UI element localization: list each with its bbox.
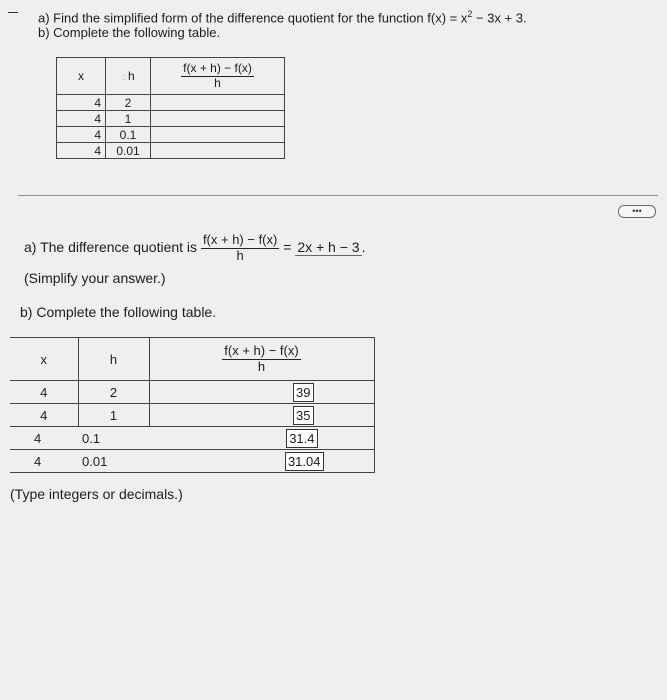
exponent: 2 <box>467 9 473 19</box>
table-row <box>10 404 374 427</box>
expand-more-button[interactable]: ••• <box>618 205 656 218</box>
answer-part-a <box>24 233 365 264</box>
cell-x: 4 <box>57 143 106 159</box>
cell-f <box>151 95 285 111</box>
difference-quotient-fraction <box>181 62 254 91</box>
table-row <box>10 450 374 473</box>
question-table <box>56 57 285 159</box>
cell-h: 0.1 <box>106 127 151 143</box>
cell-h: 0.01 <box>106 143 151 159</box>
fraction-denominator: h <box>257 358 266 374</box>
cell-h: 0.01 <box>78 450 149 473</box>
cell-h: 2 <box>78 381 149 404</box>
question-part-a-text: a) Find the simplified form of the difference quotient for the function f(x) = x <box>38 10 468 26</box>
cell-x: 4 <box>57 95 106 111</box>
col-f-header <box>151 58 285 95</box>
col-x-header: x <box>10 338 78 381</box>
answer-input[interactable]: 39 <box>293 383 313 402</box>
cell-f <box>149 404 374 427</box>
cell-x: 4 <box>10 381 78 404</box>
cell-h: 1 <box>106 111 151 127</box>
col-h-label: h <box>127 69 135 83</box>
answer-dq-value[interactable]: 2x + h − 3 <box>297 239 360 256</box>
answer-input[interactable]: 31.04 <box>285 452 324 471</box>
cell-x: 4 <box>10 404 78 427</box>
answer-dq-fraction <box>201 233 279 264</box>
col-f-header <box>149 338 374 381</box>
cell-f <box>151 143 285 159</box>
col-h-header: :: h <box>106 58 151 95</box>
cell-h: 1 <box>78 404 149 427</box>
cell-x: 4 <box>10 427 78 450</box>
simplify-note: (Simplify your answer.) <box>24 270 166 286</box>
answer-dq-denominator: h <box>236 247 244 263</box>
answer-table <box>10 337 375 473</box>
cell-h: 0.1 <box>78 427 149 450</box>
fraction-numerator: f(x + h) − f(x) <box>183 60 252 75</box>
answer-input[interactable]: 31.4 <box>286 429 317 448</box>
table-row <box>57 95 285 111</box>
answer-part-b: b) Complete the following table. <box>20 304 217 320</box>
cell-f <box>149 381 374 404</box>
answer-table-header <box>10 338 374 381</box>
margin-tick <box>8 12 18 13</box>
answer-period: . <box>361 239 366 256</box>
type-note: (Type integers or decimals.) <box>10 486 183 502</box>
table-row <box>57 143 285 159</box>
fraction-numerator: f(x + h) − f(x) <box>224 342 299 358</box>
cell-x: 4 <box>57 111 106 127</box>
table-row <box>57 127 285 143</box>
col-x-header: x <box>57 58 106 95</box>
section-divider <box>18 195 658 196</box>
cell-x: 4 <box>10 450 78 473</box>
cell-x: 4 <box>57 127 106 143</box>
question-part-a <box>38 9 527 25</box>
answer-part-a-label: a) The difference quotient is <box>24 239 198 256</box>
answer-input[interactable]: 35 <box>293 406 313 425</box>
col-h-header: h <box>78 338 149 381</box>
equals-sign: = <box>283 239 292 256</box>
cell-f <box>151 127 285 143</box>
question-table-header <box>57 58 285 95</box>
cell-h: 2 <box>106 95 151 111</box>
difference-quotient-fraction <box>222 344 300 375</box>
cell-f <box>149 427 374 450</box>
answer-dq-numerator: f(x + h) − f(x) <box>202 232 278 247</box>
table-row <box>10 381 374 404</box>
cell-f <box>149 450 374 473</box>
question-part-b: b) Complete the following table. <box>38 25 221 40</box>
table-row <box>57 111 285 127</box>
question-part-a-tail: − 3x + 3. <box>472 10 527 26</box>
table-row <box>10 427 374 450</box>
cell-f <box>151 111 285 127</box>
fraction-denominator: h <box>214 75 221 90</box>
